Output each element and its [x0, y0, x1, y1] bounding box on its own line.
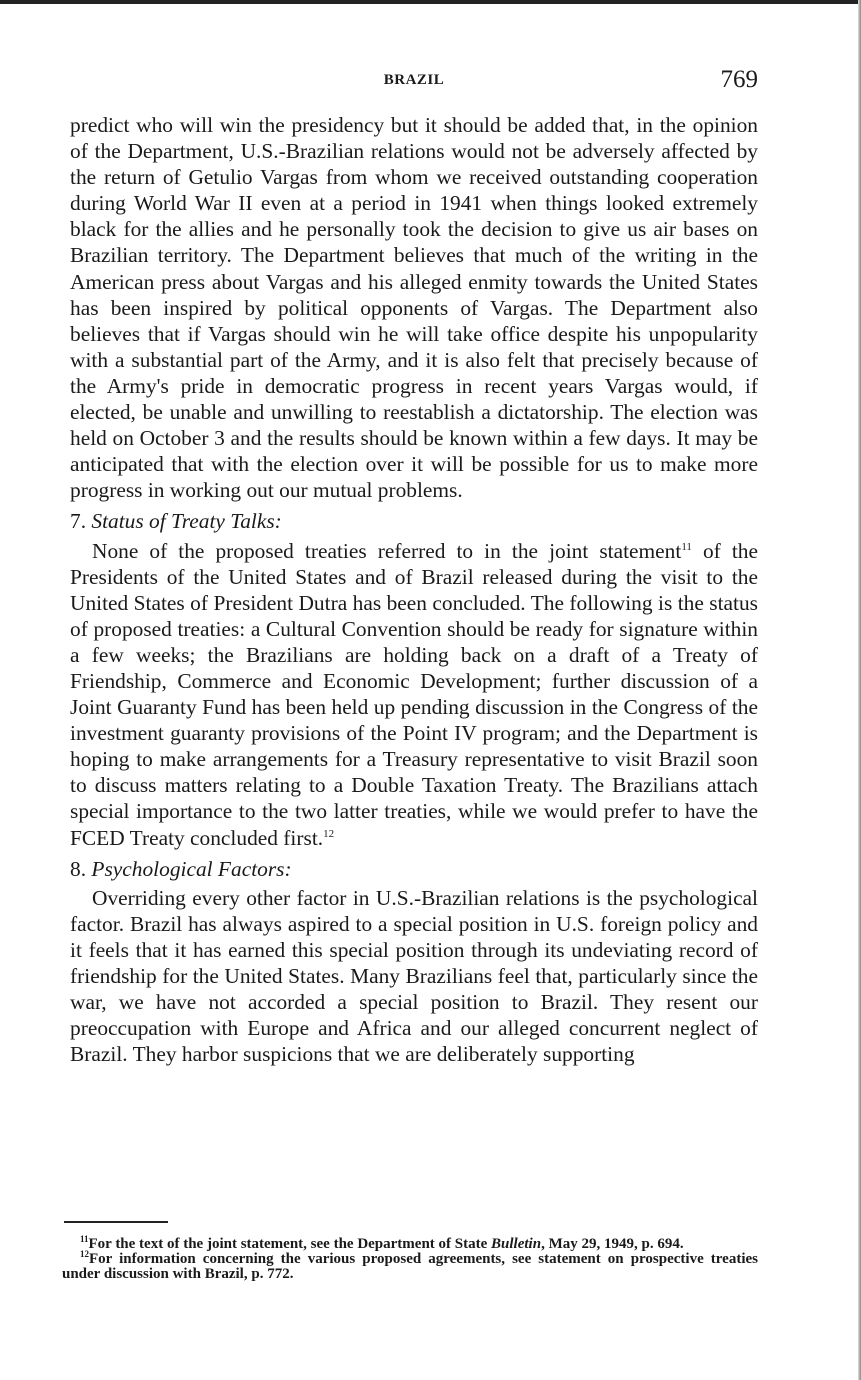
footnote-mark: 12 — [80, 1249, 89, 1259]
footnotes — [62, 1234, 758, 1282]
paragraph-text: of the Presidents of the United States and of Brazil released during the visit to the United States of President Dutra has been concluded. The following is the status of proposed treaties: a Cultural Convention should be ready for signature within a few weeks; the Brazilians are holding back on a draft of a Treaty of Friendship, Commerce and Economic Development; further discussion of a Joint Guaranty Fund has been held up pending discussion in the Congress of the investment guaranty provisions of the Point IV program; and the Department is hoping to make arrangements for a Treasury representative to visit Brazil soon to discuss matters relating to a Double Taxation Treaty. The Brazilians attach special importance to the two latter treaties, while we would prefer to have the FCED Treaty concluded first. — [70, 538, 758, 850]
paragraph-text: None of the proposed treaties referred to in the joint statement — [92, 538, 682, 563]
body-paragraph-2 — [70, 538, 758, 851]
page-body — [70, 112, 758, 1067]
footnote-mark: 11 — [80, 1234, 89, 1244]
section-title: Status of Treaty Talks: — [91, 509, 282, 534]
running-head: BRAZIL — [383, 72, 445, 88]
page-header — [70, 66, 758, 96]
footnote-text: For information concerning the various proposed agreements, see statement on prospective treaties under discussion with Brazil, p. 772. — [62, 1251, 758, 1282]
body-paragraph-3: Overriding every other factor in U.S.-Brazilian relations is the psychological factor. Brazil has always aspired to a special position in U.S. foreign policy and it feels that it has earned this special position through its undeviating record of friendship for the United States. Many Brazilians feel that, particularly since the war, we have not accorded a special position to Brazil. They resent our preoccupation with Europe and Africa and our alleged concurrent neglect of Brazil. They harbor suspicions that we are deliberately supporting — [70, 885, 758, 1067]
page-number: 769 — [720, 66, 758, 93]
section-number: 8. — [70, 856, 87, 881]
section-title: Psychological Factors: — [91, 856, 292, 881]
body-paragraph-1: predict who will win the presidency but it should be added that, in the opinion of the Department, U.S.-Brazilian relations would not be adversely affected by the return of Getulio Vargas from whom we received outstanding cooperation during World War II even at a period in 1941 when things looked extremely black for the allies and he personally took the decision to give us air bases on Brazilian territory. The Department believes that much of the writing in the American press about Vargas and his alleged enmity towards the United States has been inspired by political opponents of Vargas. The Department also believes that if Vargas should win he will take office despite his unpopularity with a substantial part of the Army, and it is also felt that precisely because of the Army's pride in democratic progress in recent years Vargas would, if elected, be unable and unwilling to reestablish a dictatorship. The election was held on October 3 and the results should be known within a few days. It may be anticipated that with the election over it will be possible for us to make more progress in working out our mutual problems. — [70, 113, 758, 503]
section-heading-8 — [70, 856, 758, 882]
footnote-text: , May 29, 1949, p. 694. — [541, 1236, 684, 1252]
section-number: 7. — [70, 509, 87, 534]
footnote-italic-title: Bulletin — [491, 1236, 542, 1252]
footnote-12 — [62, 1249, 758, 1282]
footnote-ref-12[interactable]: 12 — [323, 827, 335, 840]
section-heading-7 — [70, 508, 758, 534]
top-border — [0, 0, 861, 4]
footnote-11 — [62, 1234, 758, 1252]
footnote-divider — [64, 1221, 168, 1223]
footnote-text: For the text of the joint statement, see the Department of State — [88, 1236, 492, 1252]
footnote-ref-11[interactable]: 11 — [681, 540, 692, 553]
